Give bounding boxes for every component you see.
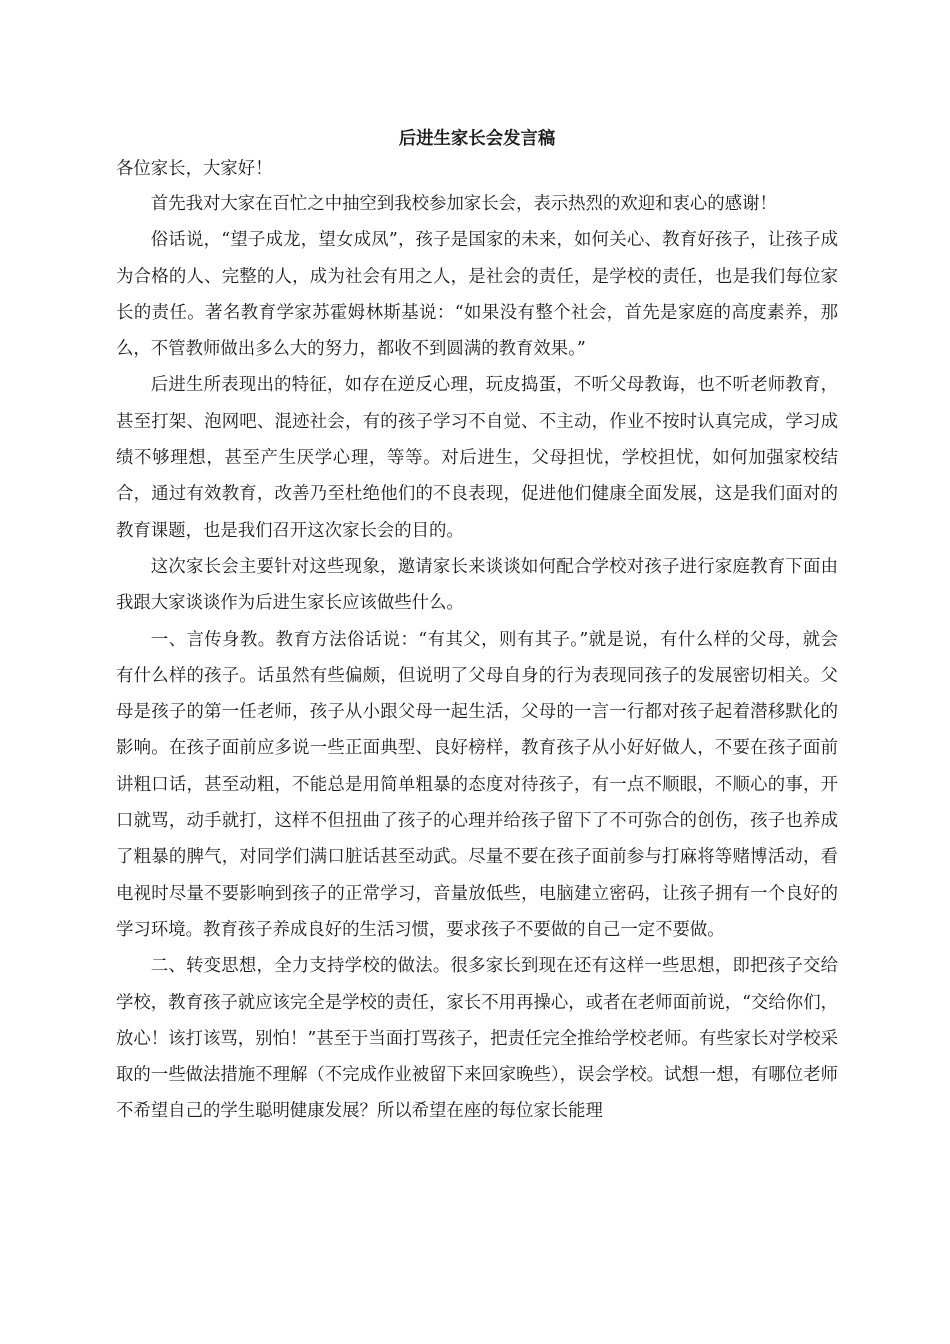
document-title: 后进生家长会发言稿: [398, 129, 556, 149]
paragraph-point-two: 二、转变思想，全力支持学校的做法。很多家长到现在还有这样一些思想，即把孩子交给学校，教育孩子就应该完全是学校的责任，家长不用再操心，或者在老师面前说，“交给你们，放心！该打该骂，别怕！”甚至于当面打骂孩子，把责任完全推给学校老师。有些家长对学校采取的一些做法措施不理解（不完成作业被留下来回家晚些），误会学校。试想一想，有哪位老师不希望自己的学生聪明健康发展？所以希望在座的每位家长能理: [116, 956, 838, 1122]
document-body: [116, 124, 838, 1130]
paragraph-characteristics: 后进生所表现出的特征，如存在逆反心理，玩皮捣蛋，不听父母教诲，也不听老师教育，甚至打架、泡网吧、混迹社会，有的孩子学习不自觉、不主动，作业不按时认真完成，学习成绩不够理想，甚至产生厌学心理，等等。对后进生，父母担忧，学校担忧，如何加强家校结合，通过有效教育，改善乃至杜绝他们的不良表现，促进他们健康全面发展，这是我们面对的教育课题，也是我们召开这次家长会的目的。: [116, 375, 838, 541]
paragraph-point-one: 一、言传身教。教育方法俗话说：“有其父，则有其子。”就是说，有什么样的父母，就会有什么样的孩子。话虽然有些偏颇，但说明了父母自身的行为表现同孩子的发展密切相关。父母是孩子的第一任老师，孩子从小跟父母一起生活，父母的一言一行都对孩子起着潜移默化的影响。在孩子面前应多说一些正面典型、良好榜样，教育孩子从小好好做人，不要在孩子面前讲粗口话，甚至动粗，不能总是用简单粗暴的态度对待孩子，有一点不顺眼，不顺心的事，开口就骂，动手就打，这样不但扭曲了孩子的心理并给孩子留下了不可弥合的创伤，孩子也养成了粗暴的脾气，对同学们满口脏话甚至动武。尽量不要在孩子面前参与打麻将等赌博活动，看电视时尽量不要影响到孩子的正常学习，音量放低些，电脑建立密码，让孩子拥有一个良好的学习环境。教育孩子养成良好的生活习惯，要求孩子不要做的自己一定不要做。: [116, 629, 838, 940]
paragraph-thanks: 首先我对大家在百忙之中抽空到我校参加家长会，表示热烈的欢迎和衷心的感谢！: [150, 194, 777, 214]
paragraph-proverb: 俗话说，“望子成龙，望女成凤”，孩子是国家的未来，如何关心、教育好孩子，让孩子成为合格的人、完整的人，成为社会有用之人，是社会的责任，是学校的责任，也是我们每位家长的责任。著名教育学家苏霍姆林斯基说：“如果没有整个社会，首先是家庭的高度素养，那么，不管教师做出多么大的努力，都收不到圆满的教育效果。”: [116, 230, 838, 360]
greeting-line: 各位家长，大家好！: [116, 159, 273, 179]
paragraph-purpose: 这次家长会主要针对这些现象，邀请家长来谈谈如何配合学校对孩子进行家庭教育下面由我跟大家谈谈作为后进生家长应该做些什么。: [116, 556, 838, 614]
